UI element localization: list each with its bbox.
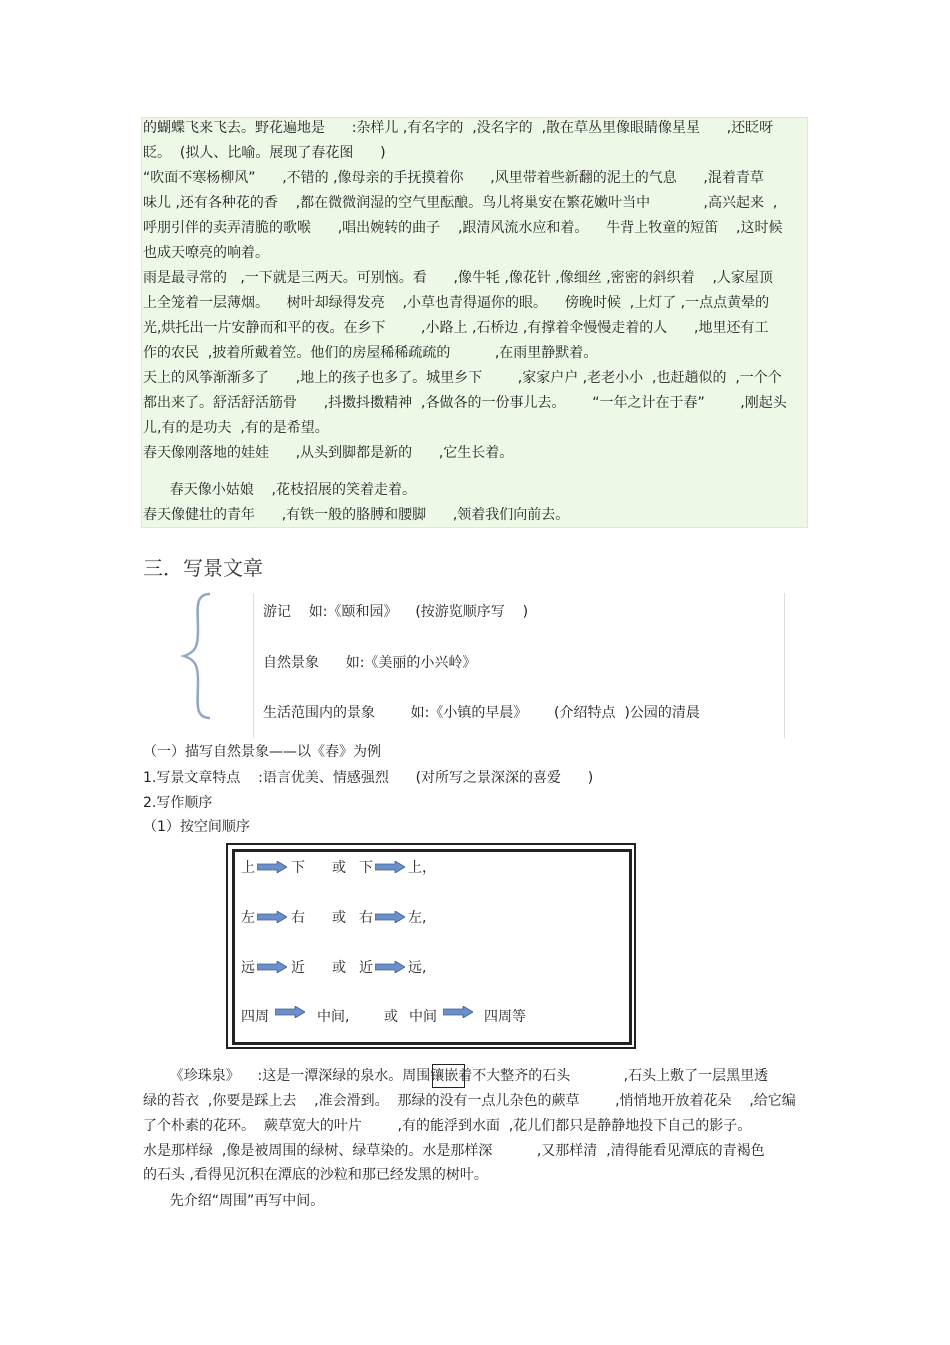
spring-line: 春天像刚落地的娃娃 ,从头到脚都是新的 ,它生长着。 — [143, 445, 514, 461]
right-arrow-icon — [257, 911, 287, 923]
section-heading: 三．写景文章 — [143, 556, 263, 580]
spring-line: 雨是最寻常的 ,一下就是三两天。可别恼。看 ,像牛牦 ,像花针 ,像细丝 ,密密的斜织着 ,人家屋顶 — [143, 270, 773, 286]
right-arrow-icon — [375, 911, 405, 923]
right-arrow-icon — [257, 961, 287, 973]
right-arrow-icon — [275, 1006, 305, 1018]
order-to: 左, — [408, 910, 427, 926]
pearl-spring-line: 的石头 ,看得见沉积在潭底的沙粒和那已经发黑的树叶。 — [143, 1167, 488, 1183]
right-arrow-icon — [257, 861, 287, 873]
order-from: 四周 — [241, 1009, 269, 1025]
spring-line: 的蝴蝶飞来飞去。野花遍地是 :杂样儿 ,有名字的 ,没名字的 ,散在草丛里像眼睛像星星 ,还眨呀 — [143, 120, 774, 136]
category-natural-scenery: 自然景象 如:《美丽的小兴岭》 — [263, 655, 477, 671]
pearl-spring-line: 水是那样绿 ,像是被周围的绿树、绿草染的。水是那样深 ,又那样清 ,清得能看见潭底的青褐色 — [143, 1143, 765, 1159]
right-arrow-icon — [375, 861, 405, 873]
outline-item: 1.写景文章特点 :语言优美、情感强烈 (对所写之景深深的喜爱 ) — [143, 770, 594, 786]
order-or: 或 — [332, 960, 346, 976]
order-to: 中间, — [317, 1009, 350, 1025]
pearl-spring-line: 绿的苔衣 ,你要是踩上去 ,准会滑到。 那绿的没有一点儿杂色的蕨草 ,悄悄地开放着花朵 ,给它编 — [143, 1093, 796, 1109]
spring-line: “吹面不寒杨柳风” ,不错的 ,像母亲的手抚摸着你 ,风里带着些新翻的泥土的气息 ,混着青草 — [143, 170, 764, 186]
order-to: 四周等 — [484, 1009, 526, 1025]
order-from: 远 — [241, 960, 255, 976]
left-brace-icon — [180, 590, 220, 722]
spring-line: 都出来了。舒活舒活筋骨 ,抖擞抖擞精神 ,各做各的一份事儿去。 “一年之计在于春” ,刚起头 — [143, 395, 787, 411]
pearl-spring-line: 《珍珠泉》 :这是一潭深绿的泉水。周围镶嵌着不大整齐的石头 ,石头上敷了一层黑里透 — [143, 1068, 769, 1084]
spring-line: 眨。 (拟人、比喻。展现了春花图 ) — [143, 145, 386, 161]
right-arrow-icon — [443, 1006, 473, 1018]
spring-line: 天上的风筝渐渐多了 ,地上的孩子也多了。城里乡下 ,家家户户 ,老老小小 ,也赶趟似的 ,一个个 — [143, 370, 782, 386]
spring-line: 光,烘托出一片安静而和平的夜。在乡下 ,小路上 ,石桥边 ,有撑着伞慢慢走着的人 ,地里还有工 — [143, 320, 769, 336]
spring-line: 春天像小姑娘 ,花枝招展的笑着走着。 — [143, 482, 416, 498]
pearl-spring-line: 了个朴素的花环。 蕨草宽大的叶片 ,有的能浮到水面 ,花儿们都只是静静地投下自己的影子。 — [143, 1118, 752, 1134]
category-travelogue: 游记 如:《颐和园》 (按游览顺序写 ) — [263, 604, 529, 620]
outline-item: （一）描写自然景象——以《春》为例 — [143, 744, 381, 760]
order-from: 下 — [359, 860, 373, 876]
pearl-spring-line: 先介绍“周围”再写中间。 — [143, 1193, 325, 1209]
spring-line: 味儿 ,还有各种花的香 ,都在微微润湿的空气里酝酿。鸟儿将巢安在繁花嫩叶当中 ,高兴起来 , — [143, 195, 778, 211]
spring-line: 作的农民 ,披着所戴着笠。他们的房屋稀稀疏疏的 ,在雨里静默着。 — [143, 345, 598, 361]
order-or: 或 — [332, 860, 346, 876]
spring-line: 呼朋引伴的卖弄清脆的歌喉 ,唱出婉转的曲子 ,跟清风流水应和着。 牛背上牧童的短笛 ,这时候 — [143, 220, 783, 236]
order-to: 上， — [408, 860, 436, 876]
order-from: 近 — [359, 960, 373, 976]
order-from: 中间 — [409, 1009, 437, 1025]
order-from: 左 — [241, 910, 255, 926]
order-to: 近 — [291, 960, 305, 976]
right-arrow-icon — [375, 961, 405, 973]
spring-line: 也成天嘹亮的响着。 — [143, 245, 269, 261]
spring-line: 儿,有的是功夫 ,有的是希望。 — [143, 420, 329, 436]
spring-line: 上全笼着一层薄烟。 树叶却绿得发亮 ,小草也青得逼你的眼。 傍晚时候 ,上灯了 ,一点点黄晕的 — [143, 295, 770, 311]
category-daily-life-scenery: 生活范围内的景象 如:《小镇的早晨》 (介绍特点 )公园的清晨 — [263, 705, 700, 721]
spring-line: 春天像健壮的青年 ,有铁一般的胳膊和腰脚 ,领着我们向前去。 — [143, 507, 570, 523]
order-to: 下 — [291, 860, 305, 876]
order-to: 右 — [291, 910, 305, 926]
outline-item: （1）按空间顺序 — [143, 819, 250, 835]
order-or: 或 — [384, 1009, 398, 1025]
order-or: 或 — [332, 910, 346, 926]
order-to: 远, — [408, 960, 427, 976]
order-from: 上 — [241, 860, 255, 876]
outline-item: 2.写作顺序 — [143, 795, 213, 811]
order-from: 右 — [359, 910, 373, 926]
